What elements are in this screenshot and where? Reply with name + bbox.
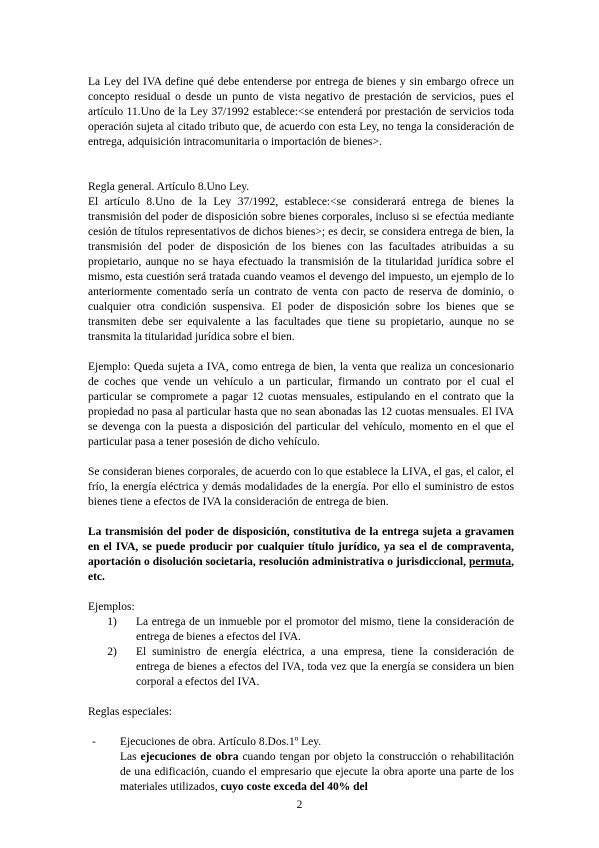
special-rule-item — [88, 735, 514, 795]
special-bold-1: ejecuciones de obra — [140, 751, 239, 763]
paragraph-transmision — [88, 525, 514, 585]
heading-regla-general: Regla general. Artículo 8.Uno Ley. — [88, 181, 250, 193]
special-text-1: Las — [120, 751, 141, 763]
list-item — [88, 615, 514, 645]
heading-reglas-especiales: Reglas especiales: — [88, 706, 172, 718]
paragraph-articulo-8: El artículo 8.Uno de la Ley 37/1992, establece:<se considerará entrega de bienes la transmisión del poder de disposición sobre bienes corporales, incluso si se efectúa mediante cesión de títulos representativos de dichos bienes>; es decir, se considera entrega de bien, la transmisión del poder de disposición de los bienes con las facultades atribuidas a su propietario, aunque no se haya efectuado la transmisión de la titularidad jurídica sobre el mismo, esta cuestión será tratada cuando veamos el devengo del impuesto, un ejemplo de lo anteriormente comentado sería un contrato de venta con pacto de reserva de dominio, o cualquier otra condición suspensiva. El poder de disposición sobre los bienes que se transmiten debe ser equivalente a las facultades que tiene su propietario, aunque no se transmita la titularidad jurídica sobre el bien. — [88, 196, 514, 343]
list-item — [88, 645, 514, 690]
special-bold-2: cuyo coste exceda del 40% del — [220, 781, 368, 793]
paragraph-intro: La Ley del IVA define qué debe entenderse por entrega de bienes y sin embargo ofrece un concepto residual o desde un punto de vista negativo de prestación de servicios, pues el artículo 11.Uno de la Ley 37/1992 establece:<se entenderá por prestación de servicios toda operación sujeta al citado tributo que, de acuerdo con esta Ley, no tenga la consideración de entrega, adquisición intracomunitaria o importación de bienes>. — [88, 76, 514, 148]
transmision-end: , etc. — [88, 556, 514, 583]
page-number: 2 — [296, 799, 303, 811]
special-rule-title: Ejecuciones de obra. Artículo 8.Dos.1º Ley. — [120, 736, 322, 748]
permuta-link[interactable]: permuta — [468, 556, 512, 568]
examples-list — [88, 615, 514, 690]
dash-marker: - — [92, 736, 96, 748]
transmision-text: La transmisión del poder de disposición, constitutiva de la entrega sujeta a gravamen en el IVA, se puede producir por cualquier título jurídico, ya sea el de compraventa, aportación o disolución societaria, resolución administrativa o jurisdiccional, — [88, 526, 514, 568]
list-item-number: 1) — [107, 616, 117, 628]
paragraph-bienes-corporales: Se consideran bienes corporales, de acuerdo con lo que establece la LIVA, el gas, el calor, el frío, la energía eléctrica y demás modalidades de la energía. Por ello el suministro de estos bienes tiene a efectos de IVA la consideración de entrega de bien. — [88, 466, 514, 508]
paragraph-ejemplo: Ejemplo: Queda sujeta a IVA, como entrega de bien, la venta que realiza un concesionario de coches que vende un vehículo a un particular, firmando un contrato por el cual el particular se compromete a pagar 12 cuotas mensuales, estipulando en el contrato que la propiedad no pasa al particular hasta que no sean abonadas las 12 cuotas mensuales. El IVA se devenga con la puesta a disposición del particular del vehículo, momento en el que el particular pasa a tener posesión de dicho vehículo. — [88, 361, 514, 448]
special-rule-text — [120, 750, 514, 795]
list-item-number: 2) — [107, 646, 117, 658]
special-text-2: cuando tengan por objeto la construcción o rehabilitación de una edificación, cuando el empresario que ejecute la obra aporte una parte de los materiales utilizados, — [120, 751, 514, 793]
list-item-text: La entrega de un inmueble por el promotor del mismo, tiene la consideración de entrega de bienes a efectos del IVA. — [136, 616, 514, 643]
heading-ejemplos: Ejemplos: — [88, 601, 135, 613]
list-item-text: El suministro de energía eléctrica, a una empresa, tiene la consideración de entrega de bienes a efectos del IVA, toda vez que la energía se considera un bien corporal a efectos del IVA. — [136, 646, 514, 688]
document-body — [88, 75, 514, 795]
